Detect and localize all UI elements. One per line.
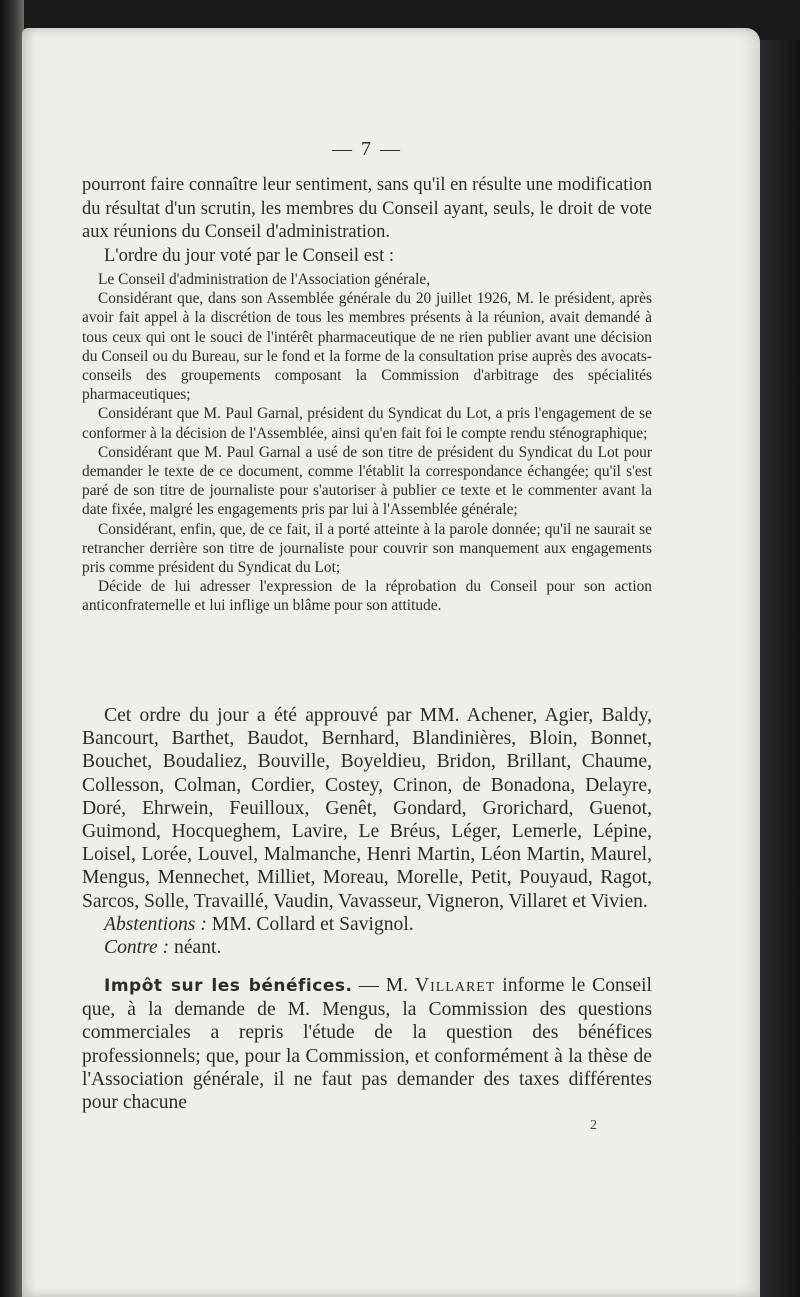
page-number: — 7 —: [332, 138, 402, 160]
impot-paragraph: [82, 974, 652, 1114]
approval-paragraph: Cet ordre du jour a été approuvé par MM. Achener, Agier, Baldy, Bancourt, Barthet, Baudot, Bernhard, Blandinières, Bloin, Bonnet, Bouchet, Boudaliez, Bouville, Boyeldieu, Bridon, Brillant, Chaume, Collesson, Colman, Cordier, Costey, Crinon, de Bonadona, Delayre, Doré, Ehrwein, Feuilloux, Genêt, Gondard, Grorichard, Guenot, Guimond, Hocqueghem, Lavire, Le Bréus, Léger, Lemerle, Lépine, Loisel, Lorée, Louvel, Malmanche, Henri Martin, Léon Martin, Maurel, Mengus, Mennechet, Milliet, Moreau, Morelle, Petit, Pouyaud, Ragot, Sarcos, Solle, Travaillé, Vaudin, Vavasseur, Vigneron, Villaret et Vivien.: [82, 705, 652, 912]
book-binding-edge: [0, 0, 24, 1297]
signature-mark: 2: [590, 1118, 597, 1133]
impot-dash: — M.: [352, 975, 415, 996]
abstentions-label: Abstentions :: [104, 913, 207, 935]
impot-heading: Impôt sur les bénéfices.: [104, 976, 353, 996]
ordre-du-jour-line: L'ordre du jour voté par le Conseil est :: [104, 245, 395, 266]
contre-value: néant.: [174, 937, 222, 959]
contre-line: [82, 936, 652, 959]
contre-label: Contre :: [104, 937, 170, 959]
abstentions-value: MM. Collard et Savignol.: [211, 913, 414, 935]
intro-paragraph: pourront faire connaître leur sentiment, sans qu'il en résulte une modification du résultat d'un scrutin, les membres du Conseil ayant, seuls, le droit de vote aux réunions du Conseil d'administration.: [82, 175, 652, 242]
resolution-paragraph: Décide de lui adresser l'expression de la réprobation du Conseil pour son action anticonfraternelle et lui inflige un blâme pour son attitude.: [82, 578, 652, 615]
resolution-paragraph: Considérant que M. Paul Garnal a usé de son titre de président du Syndicat du Lot pour demander le texte de ce document, comme l'établit la correspondance échangée; qu'il s'est paré de son titre de journaliste pour s'autoriser à publier ce texte et le commenter avant la date fixée, malgré les engagements pris par lui à l'Assemblée générale;: [82, 443, 652, 519]
resolution-paragraph: Considérant, enfin, que, de ce fait, il a porté atteinte à la parole donnée; qu'il ne saurait se retrancher derrière son titre de journaliste pour couvrir son manquement aux engagements pris comme président du Syndicat du Lot;: [82, 520, 652, 577]
resolution-paragraph: Considérant que M. Paul Garnal, président du Syndicat du Lot, a pris l'engagement de se conformer à la décision de l'Assemblée, ainsi qu'en fait foi le compte rendu sténographique;: [82, 405, 652, 442]
intro-block: [82, 174, 652, 268]
page-shadow: [760, 40, 800, 1297]
resolution-block: [82, 270, 652, 616]
abstentions-line: [82, 913, 652, 936]
impot-block: [82, 974, 652, 1114]
resolution-paragraph: Le Conseil d'administration de l'Association générale,: [98, 271, 431, 288]
resolution-paragraph: Considérant que, dans son Assemblée générale du 20 juillet 1926, M. le président, après avoir fait appel à la discrétion de tous les membres présents à la réunion, avait demandé à tous ceux qui ont le souci de l'intérêt pharmaceutique de ne rien publier avant une décision du Conseil ou du Bureau, sur le fond et la forme de la consultation prise auprès des avocats-conseils des groupements composant la Commission d'arbitrage des spécialités pharmaceutiques;: [82, 290, 652, 404]
approval-block: [82, 704, 652, 959]
speaker-name: Villaret: [414, 975, 496, 996]
impot-text: informe le Conseil que, à la demande de M. Mengus, la Commission des questions commerciales a repris l'étude de la question des bénéfices professionnels; que, pour la Commission, et conformément à la thèse de l'Association générale, il ne faut pas demander des taxes différentes pour chacune: [82, 975, 652, 1114]
